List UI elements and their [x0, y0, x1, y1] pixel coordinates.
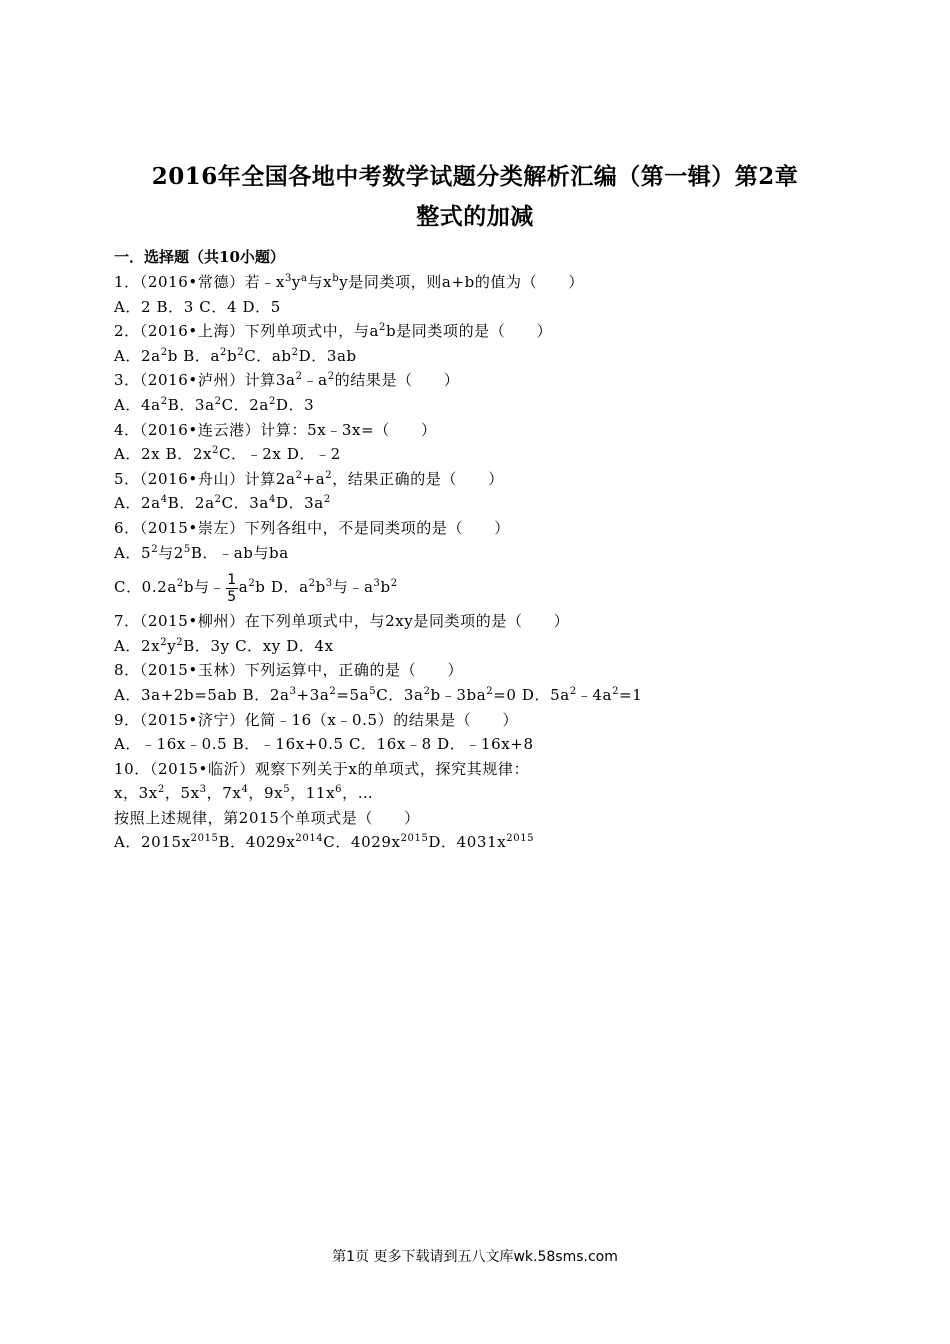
question-2: 2．（2016•上海）下列单项式中，与$a^2b$是同类项的是（ ） [114, 322, 553, 341]
document-title-line1: 2016年全国各地中考数学试题分类解析汇编（第一辑）第2章 [151, 163, 799, 190]
options-4: A．2x B．$2x^2C$．﹣2x D．﹣2 [114, 445, 341, 464]
options-6-cd: C．$0.2a^2b$与﹣ $\frac{1}{5}$ $a^2b$ D．$a^2b^3$与$﹣a^3b^2$ [114, 571, 398, 605]
question-7: 7．（2015•柳州）在下列单项式中，与2xy是同类项的是（ ） [114, 612, 570, 631]
options-9: A．﹣16x﹣0.5 B．﹣16x+0.5 C．16x﹣8 D．﹣16x+8 [114, 735, 534, 754]
section-heading: 一．选择题（共10小题） [114, 248, 285, 266]
options-3: A．$4a^2B$．$3a^2C$．$2a^2D$．3 [114, 395, 315, 414]
question-1: 1．（2016•常德）若$﹣x^3y^a$与$x^by$是同类项，则a+b的值为（ ） [114, 273, 585, 291]
question-10-prompt: 按照上述规律，第2015个单项式是（ ） [114, 808, 420, 827]
options-2: A．$2a^2b$ B．$a^2b^2C$．$ab^2D$．3ab [114, 346, 357, 365]
fraction: $\frac{1}{5}$ [227, 571, 237, 605]
question-3: 3．（2016•泸州）计算$3a^2﹣a^2$的结果是（ ） [114, 371, 460, 390]
options-5: A．$2a^4B$．$2a^2C$．$3a^4D$．$3a^2$ [114, 494, 331, 513]
options-10: A．$2015x^{2015}B$．$4029x^{2014}C$．$4029x^{2015}D$．$4031x^{2015}$ [114, 833, 535, 852]
question-list [114, 244, 874, 855]
options-6-ab: A．$5^2$与$2^5B$．﹣ab与ba [114, 543, 289, 562]
question-6: 6．（2015•崇左）下列各组中，不是同类项的是（ ） [114, 518, 510, 537]
question-8: 8．（2015•玉林）下列运算中，正确的是（ ） [114, 661, 464, 680]
question-5: 5．（2016•舟山）计算$2a^2+a^2$，结果正确的是（ ） [114, 469, 504, 488]
question-9: 9．（2015•济宁）化简﹣16（x﹣0.5）的结果是（ ） [114, 710, 519, 729]
options-8: A．3a+2b=5ab B．$2a^3+3a^2=5a^5C$．$3a^2b﹣3ba^2=0$ D．$5a^2﹣4a^2=1$ [114, 685, 643, 704]
document-title-line2: 整式的加减 [416, 203, 534, 230]
options-7: A．$2x^2y^2B$．3y C．xy D．4x [114, 636, 334, 655]
options-1: A．2 B．3 C．4 D．5 [114, 297, 281, 316]
question-10: 10．（2015•临沂）观察下列关于x的单项式，探究其规律： [114, 759, 530, 778]
sequence-10: x，$3x^2$，$5x^3$，$7x^4$，$9x^5$，$11x^6$，… [114, 784, 374, 803]
question-4: 4．（2016•连云港）计算：5x﹣3x=（ ） [114, 420, 437, 439]
page-footer: 第1页 更多下载请到五八文库wk.58sms.com [332, 1249, 618, 1265]
